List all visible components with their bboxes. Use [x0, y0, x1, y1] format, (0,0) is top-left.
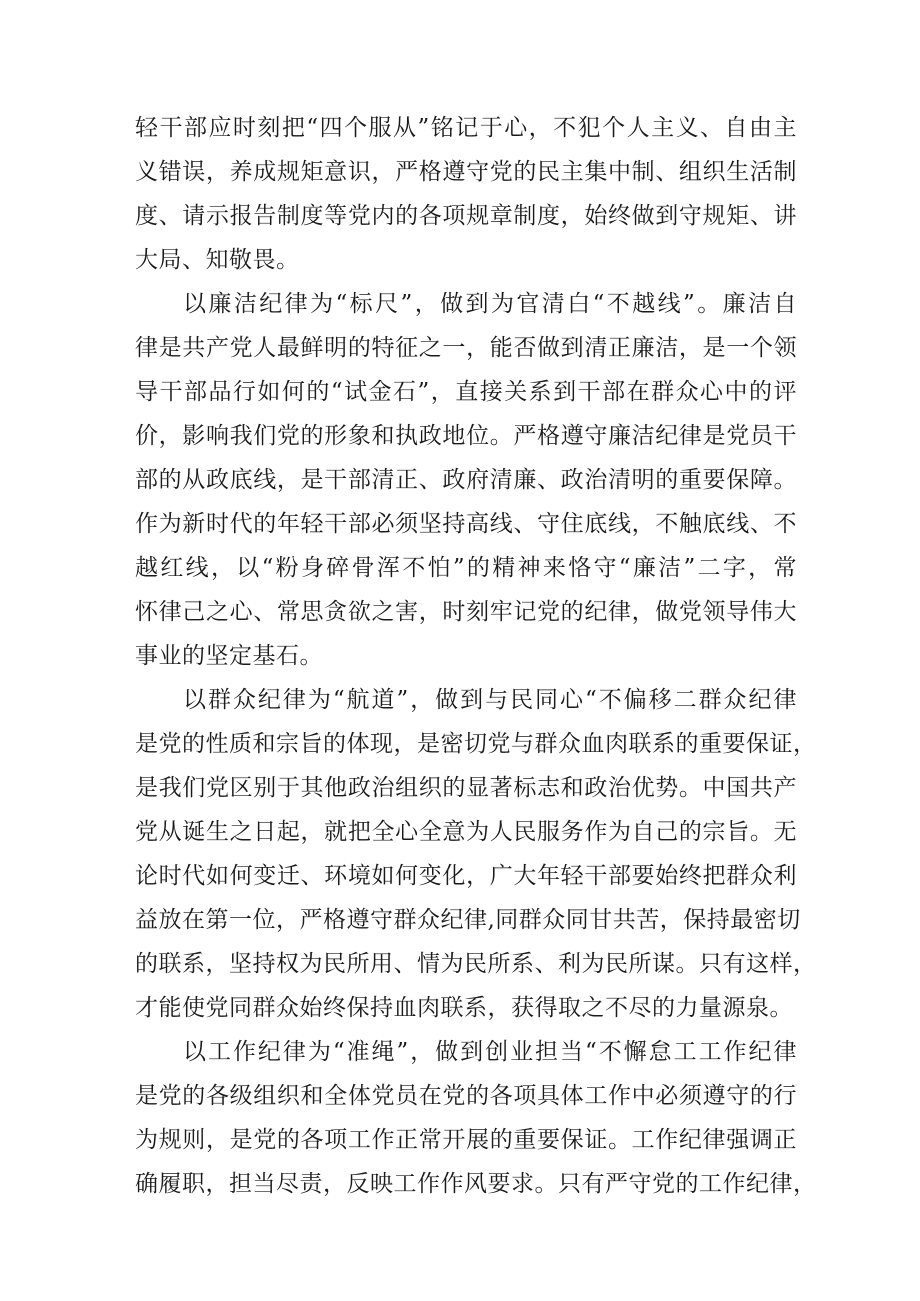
text-line: 论时代如何变迁、环境如何变化，广大年轻干部要始终把群众利: [135, 863, 797, 889]
text-line: 律是共产党人最鲜明的特征之一，能否做到清正廉洁，是一个领: [135, 335, 797, 361]
paragraph-heading-line: 以廉洁纪律为“标尺”，做到为官清白“不越线”。廉洁自: [183, 291, 797, 317]
paragraph-heading-line: 以群众纪律为“航道”，做到与民同心“不偏移二群众纪律: [183, 687, 797, 713]
text-line: 轻干部应时刻把“四个服从”铭记于心，不犯个人主义、自由主: [135, 115, 797, 141]
text-line: 怀律己之心、常思贪欲之害，时刻牢记党的纪律，做党领导伟大: [135, 599, 797, 625]
text-line: 越红线，以“粉身碎骨浑不怕”的精神来恪守“廉洁”二字，常: [135, 555, 797, 581]
text-line: 义错误，养成规矩意识，严格遵守党的民主集中制、组织生活制: [135, 159, 797, 185]
text-line: 才能使党同群众始终保持血肉联系，获得取之不尽的力量源泉。: [135, 995, 793, 1021]
text-line: 部的从政底线，是干部清正、政府清廉、政治清明的重要保障。: [135, 467, 797, 493]
text-line: 为规则，是党的各项工作正常开展的重要保证。工作纪律强调正: [135, 1127, 797, 1153]
text-line: 大局、知敬畏。: [135, 247, 300, 273]
text-line: 是我们党区别于其他政治组织的显著标志和政治优势。中国共产: [135, 775, 797, 801]
text-line: 导干部品行如何的“试金石”，直接关系到干部在群众心中的评: [135, 379, 797, 405]
text-line: 党从诞生之日起，就把全心全意为人民服务作为自己的宗旨。无: [135, 819, 797, 845]
paragraph-heading-line: 以工作纪律为“准绳”，做到创业担当“不懈怠工工作纪律: [183, 1039, 797, 1065]
text-line: 确履职，担当尽责，反映工作作风要求。只有严守党的工作纪律，: [135, 1171, 817, 1197]
text-line: 是党的性质和宗旨的体现，是密切党与群众血肉联系的重要保证，: [135, 731, 817, 757]
text-line: 是党的各级组织和全体党员在党的各项具体工作中必须遵守的行: [135, 1083, 797, 1109]
text-line: 度、请示报告制度等党内的各项规章制度，始终做到守规矩、讲: [135, 203, 797, 229]
text-line: 的联系，坚持权为民所用、情为民所系、利为民所谋。只有这样，: [135, 951, 817, 977]
text-line: 作为新时代的年轻干部必须坚持高线、守住底线，不触底线、不: [135, 511, 797, 537]
text-line: 价，影响我们党的形象和执政地位。严格遵守廉洁纪律是党员干: [135, 423, 797, 449]
text-line: 益放在第一位，严格遵守群众纪律,同群众同甘共苦，保持最密切: [135, 907, 801, 933]
text-line: 事业的坚定基石。: [135, 643, 323, 669]
